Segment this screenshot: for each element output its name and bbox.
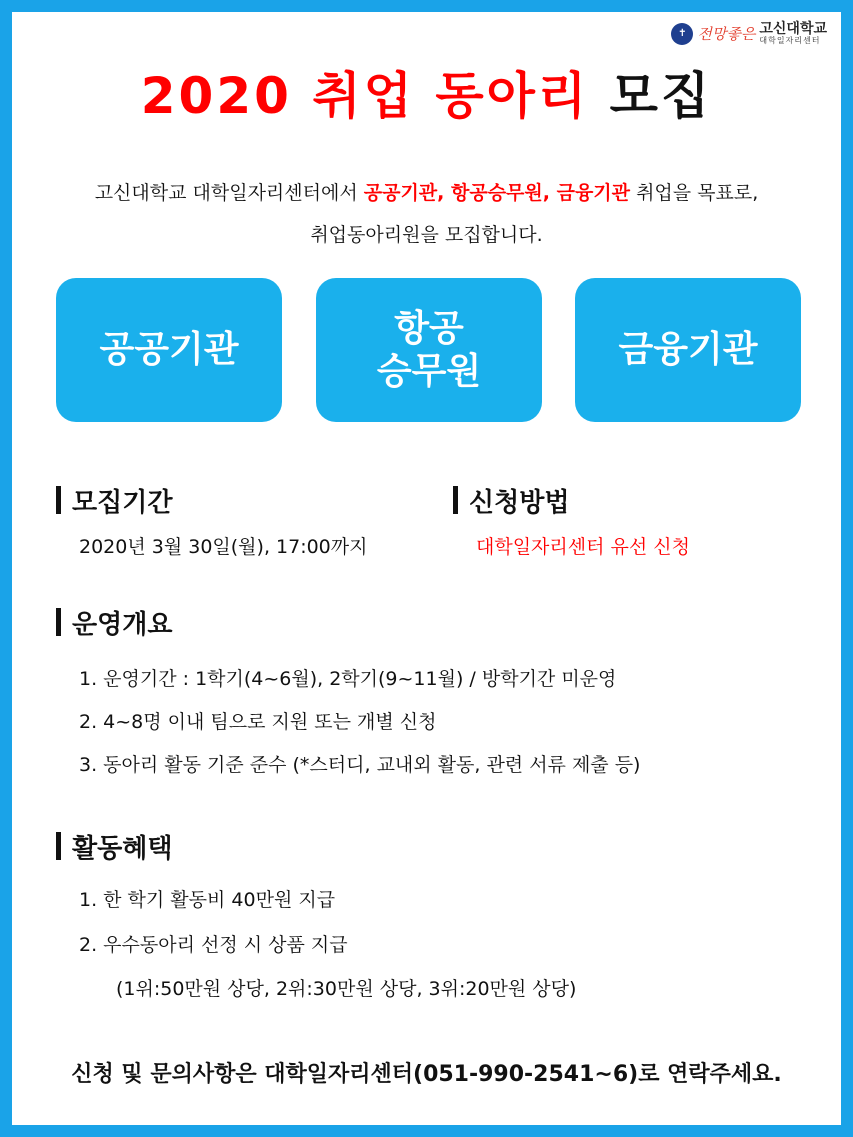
- benefits-heading: 활동혜택: [56, 828, 172, 865]
- card-flight-attendant: 항공 승무원: [316, 278, 542, 422]
- university-emblem-icon: ✝: [671, 23, 693, 45]
- poster: [12, 12, 841, 1125]
- method-heading: 신청방법: [453, 482, 569, 519]
- logo-text: [759, 22, 827, 45]
- logo-slogan: 전망좋은: [697, 25, 756, 43]
- intro-suffix: 취업을 목표로,: [630, 182, 759, 204]
- list-item-note: (1위:50만원 상당, 2위:30만원 상당, 3위:20만원 상당): [116, 978, 577, 1000]
- contact-footer: 신청 및 문의사항은 대학일자리센터(051-990-2541~6)로 연락주세요.: [71, 1062, 782, 1087]
- list-item: 2. 4~8명 이내 팀으로 지원 또는 개별 신청: [79, 711, 437, 733]
- period-heading: 모집기간: [56, 482, 172, 519]
- poster-title: [12, 56, 841, 128]
- list-item: 2. 우수동아리 선정 시 상품 지급: [79, 934, 348, 956]
- list-item: 1. 한 학기 활동비 40만원 지급: [79, 889, 336, 911]
- logo-sub: 대학일자리센터: [759, 36, 821, 45]
- card-public-institution: 공공기관: [56, 278, 282, 422]
- title-red-part: 2020 취업 동아리: [140, 67, 590, 125]
- intro-line-2: 취업동아리원을 모집합니다.: [310, 224, 543, 246]
- list-item: 3. 동아리 활동 기준 준수 (*스터디, 교내외 활동, 관련 서류 제출 등): [79, 754, 641, 776]
- intro-line-1: [12, 172, 841, 214]
- university-logo: [671, 22, 827, 45]
- card-financial-institution: 금융기관: [575, 278, 801, 422]
- intro-prefix: 고신대학교 대학일자리센터에서: [94, 182, 364, 204]
- logo-name: 고신대학교: [759, 21, 827, 37]
- method-value: 대학일자리센터 유선 신청: [476, 536, 690, 558]
- period-value: 2020년 3월 30일(월), 17:00까지: [79, 536, 368, 558]
- intro-highlight: 공공기관, 항공승무원, 금융기관: [363, 182, 631, 204]
- title-black-part: 모집: [589, 67, 713, 125]
- list-item: 1. 운영기간 : 1학기(4~6월), 2학기(9~11월) / 방학기간 미운영: [79, 668, 617, 690]
- intro-text: [12, 172, 841, 256]
- overview-heading: 운영개요: [56, 604, 172, 641]
